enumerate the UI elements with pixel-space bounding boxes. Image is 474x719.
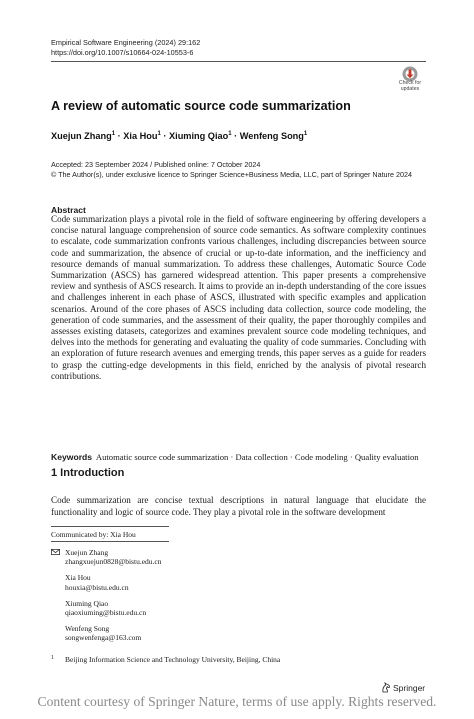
contact-entry <box>51 548 161 566</box>
abstract-body: Code summarization plays a pivotal role in the field of software engineering by offering developers a concise natural language comprehension of source code semantics. As software complexity continues to escalate, code summarization confronts various challenges, including discrepancies between source code and summarization, the absence of crucial or up-to-date information, and the inefficiency and resource demands of manual summarization. To address these challenges, Automatic Source Code Summarization (ASCS) has garnered widespread attention. This paper presents a comprehensive review and synthesis of ASCS research. It aims to provide an in-depth understanding of the core issues and challenges inherent in each phase of ASCS, illustrated with specific examples and application scenarios. Around of the core phases of ASCS including data collection, source code modeling, the generation of code summaries, and the assessment of their quality, the paper thoroughly compiles and assesses existing datasets, categorizes and examines prevalent source code modeling techniques, and delves into the methods for generating and evaluating the quality of code summaries. Concluding with an exploration of future research avenues and emerging trends, this paper serves as a guide for readers to grasp the cutting-edge developments in this field, enriched by the analysis of pivotal research contributions. <box>51 214 426 381</box>
affiliation-text: Beijing Information Science and Technology University, Beijing, China <box>65 655 281 664</box>
mail-icon <box>51 549 60 555</box>
paper-title: A review of automatic source code summarization <box>51 99 351 113</box>
journal-header <box>51 38 200 58</box>
author-separator: · <box>234 131 240 142</box>
author-name[interactable]: Xiuming Qiao <box>169 131 229 142</box>
contact-name: Xia Hou <box>65 573 91 583</box>
author-list <box>51 131 307 141</box>
contact-email[interactable]: houxia@bistu.edu.cn <box>65 582 129 592</box>
author-affil-ref: 1 <box>157 131 161 137</box>
check-for-updates-badge[interactable] <box>393 66 427 100</box>
footnote-rule <box>51 526 169 527</box>
abstract-heading: Abstract <box>51 205 86 215</box>
contact-entry <box>51 624 161 642</box>
springer-horse-icon <box>381 682 391 693</box>
contact-name: Xiuming Qiao <box>65 598 109 608</box>
author-affil-ref: 1 <box>228 131 232 137</box>
contact-name: Wenfeng Song <box>65 624 110 634</box>
author-affil-ref: 1 <box>111 131 116 137</box>
contact-email[interactable]: qiaoxiuming@bistu.edu.cn <box>65 608 147 618</box>
doi-link[interactable]: https://doi.org/10.1007/s10664-024-10553-6 <box>51 48 194 57</box>
publisher-logo <box>381 682 425 693</box>
communicated-by: Communicated by: Xia Hou <box>51 530 136 539</box>
footnote-rule <box>51 541 169 542</box>
keywords <box>51 452 426 463</box>
author-name[interactable]: Wenfeng Song <box>239 131 304 142</box>
contact-name: Xuejun Zhang <box>65 548 109 557</box>
section-body: Code summarization are concise textual descriptions in natural language that elucidate the functionality and logic of source code. They play a pivotal role in the software development <box>51 495 426 517</box>
keywords-text: Automatic source code summarization · Data collection · Code modeling · Quality evaluation <box>95 452 419 462</box>
publication-dates <box>51 160 412 180</box>
courtesy-notice: Content courtesy of Springer Nature, terms of use apply. Rights reserved. <box>37 694 437 709</box>
section-heading: 1 Introduction <box>51 467 125 479</box>
copyright-notice: © The Author(s), under exclusive licence to Springer Science+Business Media, LLC, part of Springer Nature 2024 <box>51 170 412 179</box>
author-name[interactable]: Xuejun Zhang <box>51 131 112 142</box>
contact-entry <box>51 573 161 591</box>
affiliation-number: 1 <box>51 655 54 661</box>
contact-entry <box>51 599 161 617</box>
accepted-published: Accepted: 23 September 2024 / Published online: 7 October 2024 <box>51 160 261 169</box>
author-name[interactable]: Xia Hou <box>123 131 158 142</box>
author-affil-ref: 1 <box>303 131 308 137</box>
author-separator: · <box>117 131 124 142</box>
contact-list <box>51 548 161 650</box>
contact-email[interactable]: zhangxuejun0828@bistu.edu.cn <box>65 557 162 567</box>
contact-email[interactable]: songwenfenga@163.com <box>65 633 142 643</box>
header-rule <box>51 61 426 62</box>
affiliation-footnote <box>51 655 280 664</box>
author-separator: · <box>163 131 170 142</box>
badge-text: Check for updates <box>398 80 422 92</box>
keywords-label: Keywords <box>51 452 93 462</box>
journal-citation: Empirical Software Engineering (2024) 29:162 <box>51 38 201 47</box>
publisher-name: Springer <box>393 683 426 693</box>
